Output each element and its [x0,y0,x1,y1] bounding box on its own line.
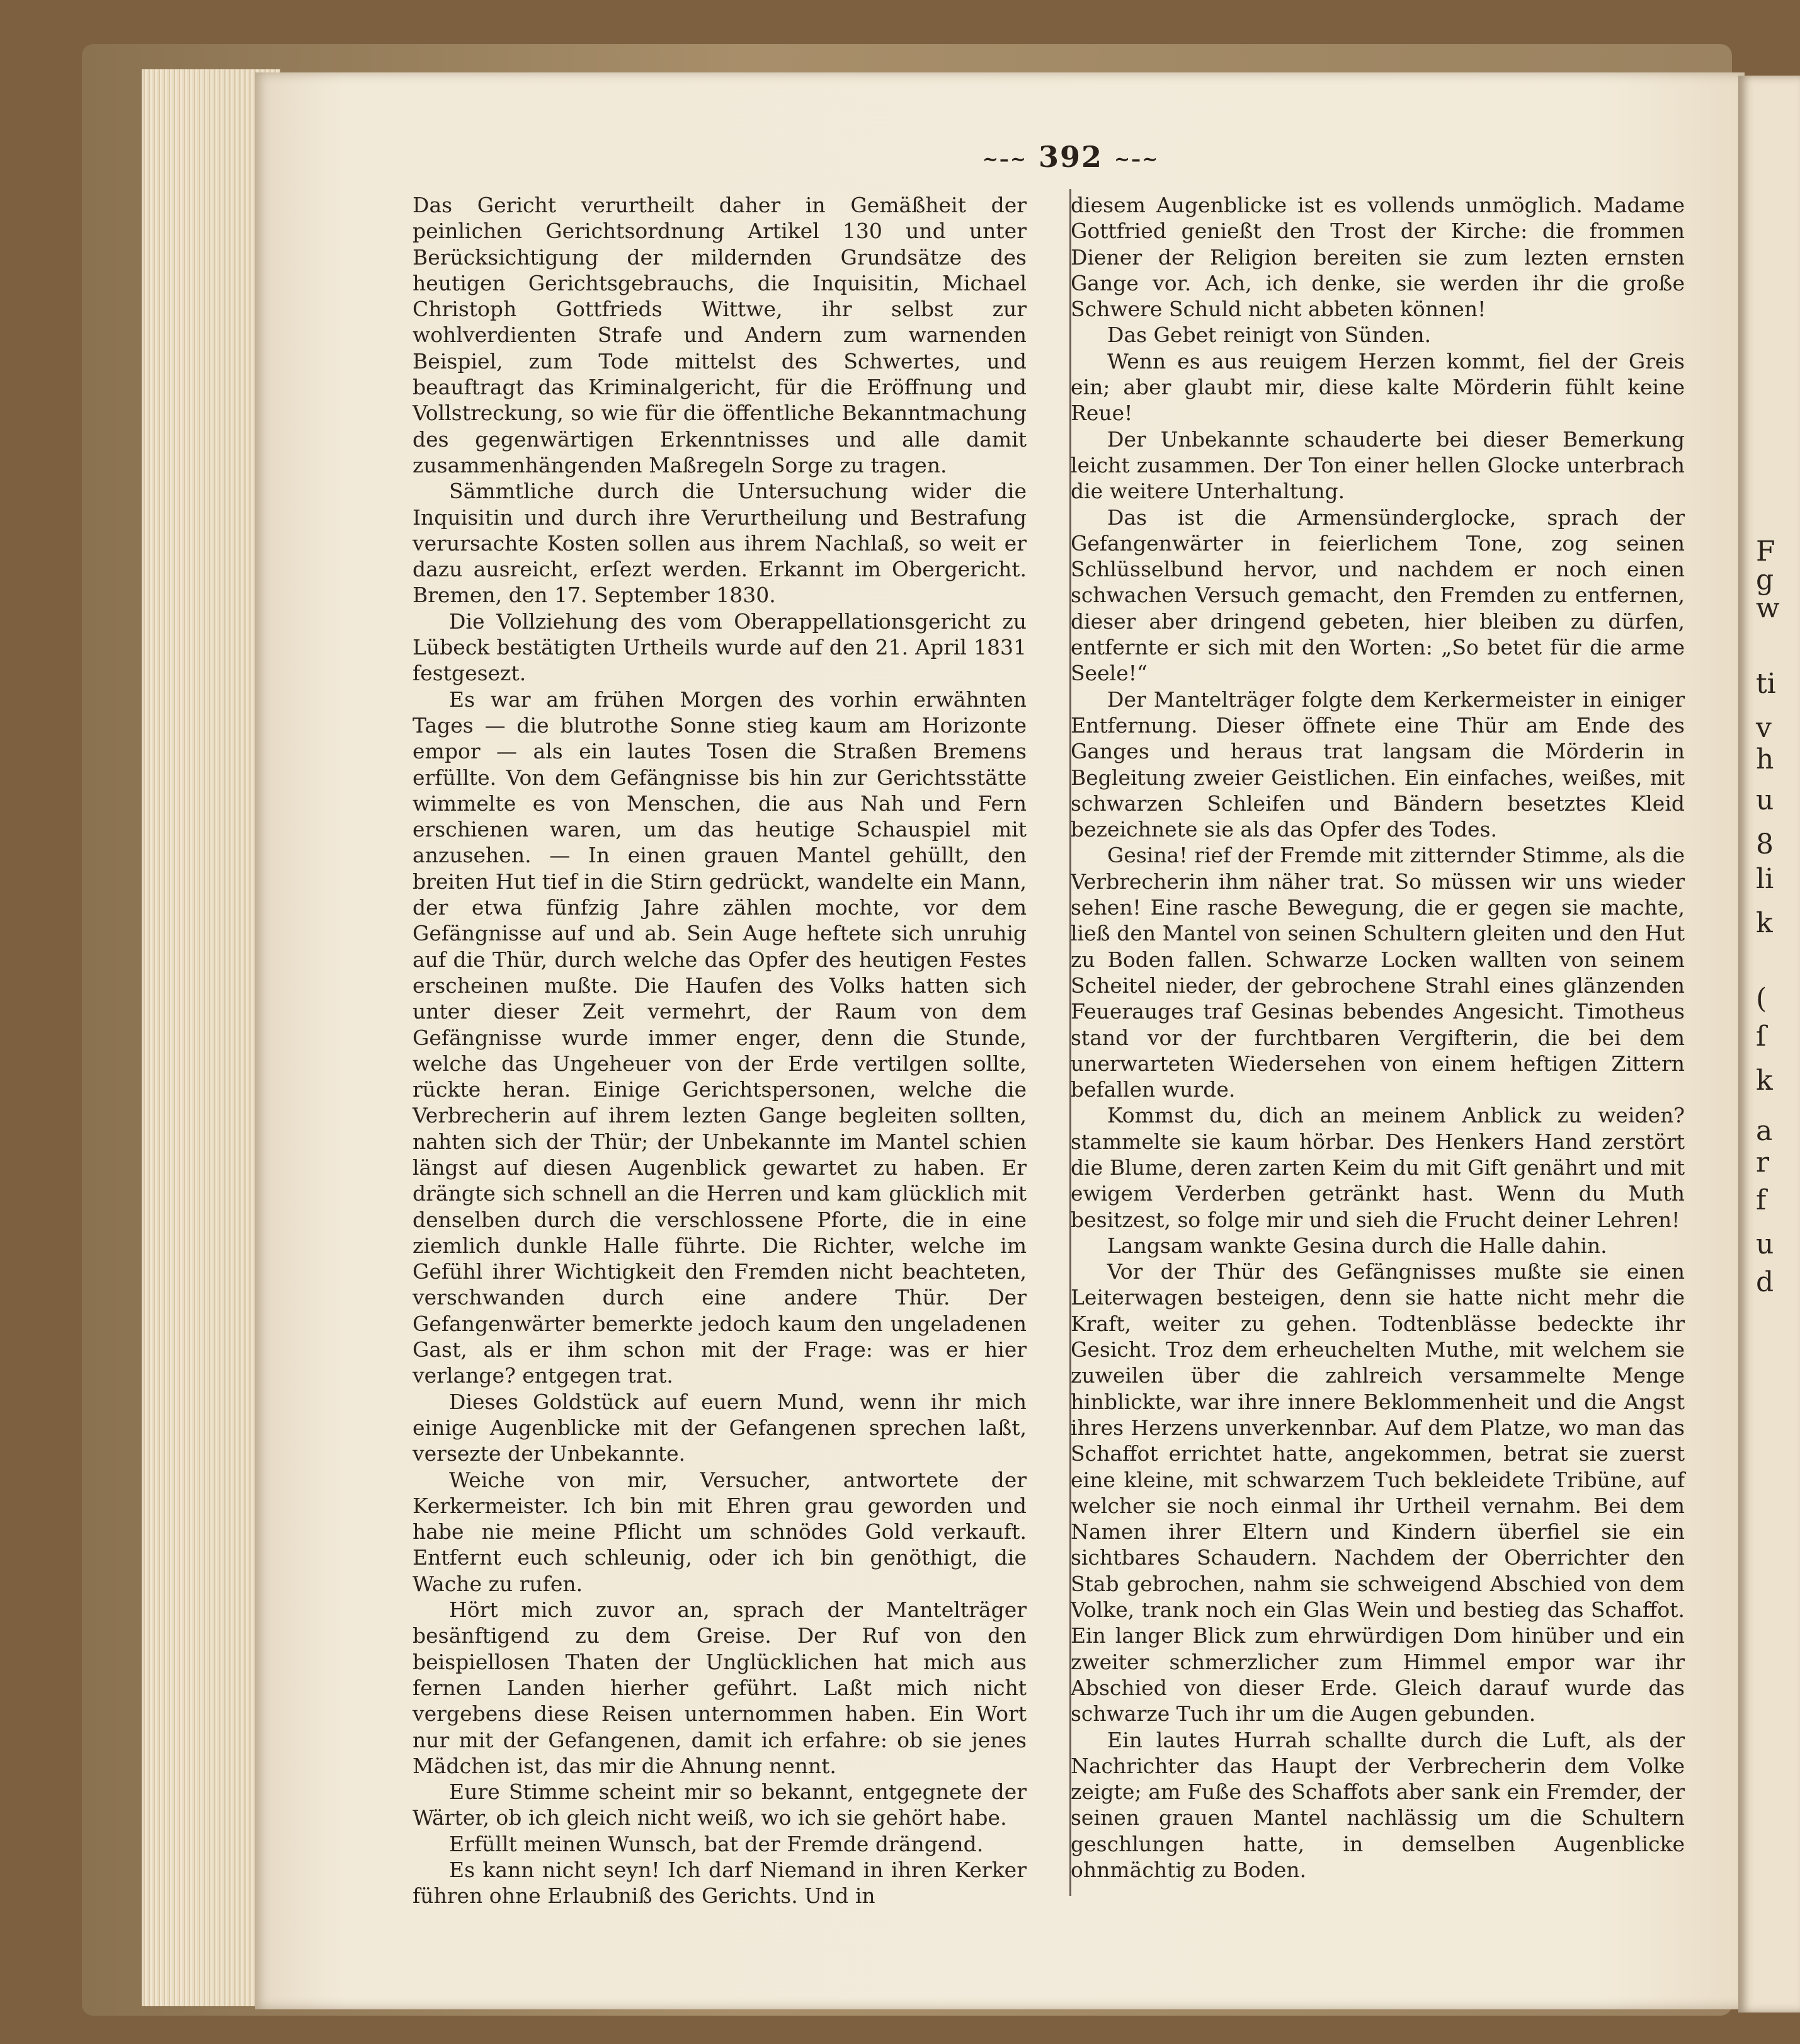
page-number: 392 [1038,140,1103,174]
next-page-fragment: a [1756,1115,1773,1147]
paragraph: Gesina! rief der Fremde mit zitternder Stimme, als die Verbrecherin ihm näher trat. So müssen wir uns wieder sehen! Eine rasche Bewegung, die er gegen sie machte, ließ den Mantel von seinen Schultern gleiten und den Hut zu Boden fallen. Schwarze Locken wallten von seinem Scheitel nieder, der gebrochene Strahl eines glänzenden Feuerauges traf Gesinas bebendes Angesicht. Timotheus stand vor der furchtbaren Vergifterin, die bei dem unerwarteten Wiedersehen von einem heftigen Zittern befallen wurde. [1071,843,1685,1102]
header-ornament-left: ~–~ [982,148,1027,171]
paragraph: Das Gebet reinigt von Sünden. [1107,323,1432,348]
paragraph: Ein lautes Hurrah schallte durch die Luft, als der Nachrichter das Haupt der Verbrecherin dem Volke zeigte; am Fuße des Schaffots aber sank ein Fremder, der seinen grauen Mantel nachlässig um die Schultern geschlungen hatte, in demselben Augenblicke ohnmächtig zu Boden. [1071,1727,1685,1882]
header-ornament-right: ~–~ [1114,148,1159,171]
next-page-fragment: v [1756,712,1772,744]
next-page-fragment: ſ [1756,1020,1767,1053]
paragraph: Hört mich zuvor an, sprach der Mantelträger besänftigend zu dem Greise. Der Ruf von den beispiellosen Thaten der Unglücklichen hat mich aus fernen Landen hierher geführt. Laßt mich nicht vergebens diese Reisen unternommen haben. Ein Wort nur mit der Gefangenen, damit ich erfahre: ob sie jenes Mädchen ist, das mir die Ahnung nennt. [413,1597,1027,1778]
paragraph: Sämmtliche durch die Untersuchung wider die Inquisitin und durch ihre Verurtheilung und Bestrafung verursachte Kosten sollen aus ihrem Nachlaß, so weit er dazu ausreicht, erſezt werden. Erkannt im Obergericht. Bremen, den 17. September 1830. [413,479,1027,608]
paragraph: Das Gericht verurtheilt daher in Gemäßheit der peinlichen Gerichtsordnung Artikel 130 und unter Berücksichtigung der mildernden Grundsätze des heutigen Gerichtsgebrauchs, die Inquisitin, Michael Christoph Gottfrieds Wittwe, ihr selbst zur wohlverdienten Strafe und Andern zum warnenden Beispiel, zum Tode mittelst des Schwertes, und beauftragt das Kriminalgericht, für die Eröffnung und Vollstreckung, so wie für die öffentliche Bekanntmachung des gegenwärtigen Erkenntnisses und alle damit zusammenhängenden Maßregeln Sorge zu tragen. [413,193,1027,477]
next-page-fragment: f [1756,1184,1767,1216]
paragraph: diesem Augenblicke ist es vollends unmöglich. Madame Gottfried genießt den Trost der Kirche: die frommen Diener der Religion bereiten sie zum lezten ernsten Gange vor. Ach, ich denke, sie werden ihr die große Schwere Schuld nicht abbeten können! [1071,193,1685,322]
next-page-fragment: ( [1756,983,1767,1015]
next-page-fragment: k [1756,1065,1773,1097]
paragraph: Es kann nicht seyn! Ich darf Niemand in ihren Kerker führen ohne Erlaubniß des Gerichts. Und in [413,1858,1027,1909]
paragraph: Der Unbekannte schauderte bei dieser Bemerkung leicht zusammen. Der Ton einer hellen Glocke unterbrach die weitere Unterhaltung. [1071,426,1685,504]
next-page-fragment: li [1756,863,1774,895]
left-column [413,192,1027,1909]
paragraph: Vor der Thür des Gefängnisses mußte sie einen Leiterwagen besteigen, denn sie hatte nicht mehr die Kraft, weiter zu gehen. Todtenblässe bedeckte ihr Gesicht. Troz dem erheuchelten Muthe, mit welchem sie zuweilen über die zahlreich versammelte Menge hinblickte, war ihre innere Beklommenheit und die Angst ihres Herzens unverkennbar. Auf dem Platze, wo man das Schaffot errichtet hatte, angekommen, betrat sie zuerst eine kleine, mit schwarzem Tuch bekleidete Tribüne, auf welcher sie noch einmal ihr Urtheil vernahm. Bei dem Namen ihrer Eltern und Kindern überfiel sie ein sichtbares Schaudern. Nachdem der Oberrichter den Stab gebrochen, nahm sie schweigend Abschied von dem Volke, trank noch ein Glas Wein und bestieg das Schaffot. Ein langer Blick zum ehrwürdigen Dom hinüber und ein zweiter schmerzlicher zum Himmel empor war ihr Abschied von dieser Erde. Gleich darauf wurde das schwarze Tuch ihr um die Augen gebunden. [1071,1259,1685,1727]
paragraph: Weiche von mir, Versucher, antwortete der Kerkermeister. Ich bin mit Ehren grau geworden und habe nie meine Pflicht um schnödes Gold verkauft. Entfernt euch schleunig, oder ich bin genöthigt, die Wache zu rufen. [413,1467,1027,1596]
next-page-fragment: u [1756,1228,1774,1260]
paragraph: Die Vollziehung des vom Oberappellationsgericht zu Lübeck bestätigten Urtheils wurde auf den 21. April 1831 festgesezt. [413,608,1027,686]
paragraph: Der Mantelträger folgte dem Kerkermeister in einiger Entfernung. Dieser öffnete eine Thür am Ende des Ganges und heraus trat langsam die Mörderin in Begleitung zweier Geistlichen. Ein einfaches, weißes, mit schwarzen Schleifen und Bändern besetztes Kleid bezeichnete sie als das Opfer des Todes. [1071,687,1685,842]
paragraph: Kommst du, dich an meinem Anblick zu weiden? stammelte sie kaum hörbar. Des Henkers Hand zerstört die Blume, deren zarten Keim du mit Gift genährt und mit ewigem Verderben getränkt hast. Wenn du Muth besitzest, so folge mir und sieh die Frucht deiner Lehren! [1071,1103,1685,1232]
paragraph: Langsam wankte Gesina durch die Halle dahin. [1107,1233,1607,1258]
paragraph: Erfüllt meinen Wunsch, bat der Fremde drängend. [449,1831,984,1856]
right-column [1071,192,1685,1883]
page-header [957,140,1184,178]
next-page-fragment: h [1756,743,1774,775]
paragraph: Eure Stimme scheint mir so bekannt, entgegnete der Wärter, ob ich gleich nicht weiß, wo ich sie gehört habe. [413,1779,1027,1830]
next-page-fragment: g [1756,564,1774,596]
next-page-fragment: F [1756,535,1775,568]
paragraph: Wenn es aus reuigem Herzen kommt, fiel der Greis ein; aber glaubt mir, diese kalte Mörderin fühlt keine Reue! [1071,348,1685,426]
paragraph: Es war am frühen Morgen des vorhin erwähnten Tages — die blutrothe Sonne stieg kaum am Horizonte empor — als ein lautes Tosen die Straßen Bremens erfüllte. Von dem Gefängnisse bis hin zur Gerichtsstätte wimmelte es von Menschen, die aus Nah und Fern erschienen waren, um das heutige Schauspiel mit anzusehen. — In einen grauen Mantel gehüllt, den breiten Hut tief in die Stirn gedrückt, wandelte ein Mann, der etwa fünfzig Jahre zählen mochte, vor dem Gefängnisse auf und ab. Sein Auge heftete sich unruhig auf die Thür, durch welche das Opfer des heutigen Festes erscheinen mußte. Die Haufen des Volks hatten sich unter dieser Zeit vermehrt, der Raum von dem Gefängnisse wurde immer enger, denn die Stunde, welche das Ungeheuer von der Erde vertilgen sollte, rückte heran. Einige Gerichtspersonen, welche die Verbrecherin auf ihrem lezten Gange begleiten sollten, nahten sich der Thür; der Unbekannte im Mantel schien längst auf diesen Augenblick gewartet zu haben. Er drängte sich schnell an die Herren und kam glücklich mit denselben durch die verschlossene Pforte, die in eine ziemlich dunkle Halle führte. Die Richter, welche im Gefühl ihrer Wichtigkeit den Fremden nicht beachteten, verschwanden durch eine andere Thür. Der Gefangenwärter bemerkte jedoch kaum den ungeladenen Gast, als er ihm schon mit der Frage: was er hier verlange? entgegen trat. [413,687,1027,1388]
next-page-fragment: k [1756,907,1773,939]
next-page-fragment: r [1756,1146,1770,1179]
next-page-fragment: w [1756,592,1780,624]
next-page-fragment: d [1756,1266,1774,1298]
next-page-fragment: u [1756,784,1774,816]
next-page-fragment: ti [1756,668,1776,700]
paragraph: Das ist die Armensünderglocke, sprach der Gefangenwärter in feierlichem Tone, zog seinen Schlüsselbund hervor, und nachdem er noch einen schwachen Versuch gemacht, den Fremden zu entfernen, dieser aber dringend gebeten, hier bleiben zu dürfen, entfernte er sich mit den Worten: „So betet für die arme Seele!“ [1071,505,1685,686]
paragraph: Dieses Goldstück auf euern Mund, wenn ihr mich einige Augenblicke mit der Gefangenen sprechen laßt, versezte der Unbekannte. [413,1389,1027,1466]
next-page-edge [1738,76,1800,2013]
next-page-fragment: 8 [1756,828,1774,860]
